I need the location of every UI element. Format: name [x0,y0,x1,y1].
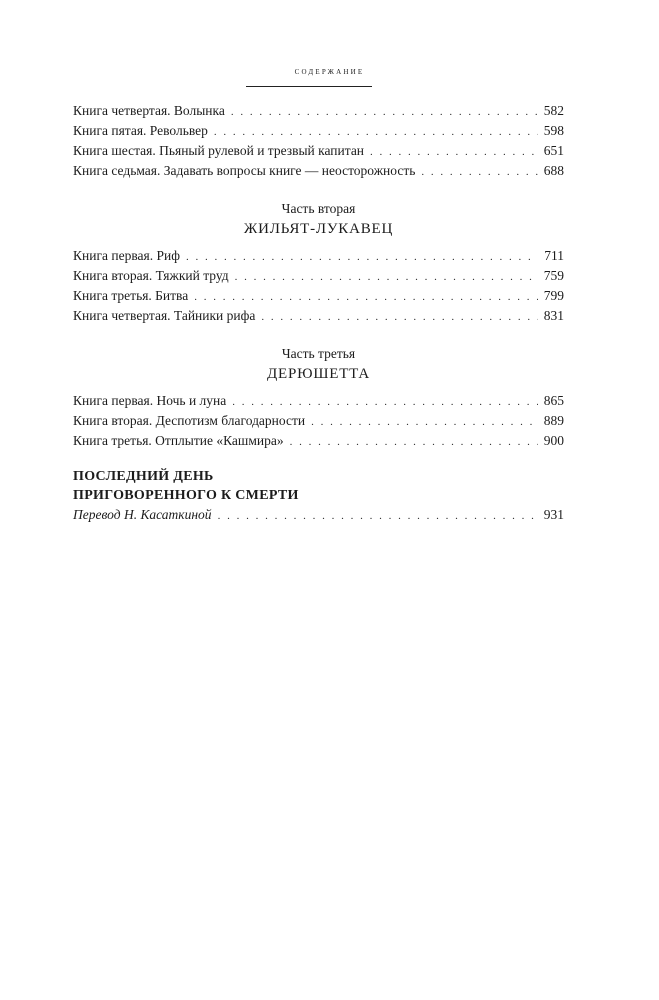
entry-page: 651 [543,143,564,158]
toc-entry-translator [73,505,564,525]
toc-entry [73,306,564,326]
part-label: Часть третья [281,346,356,361]
running-header: содержание [294,66,365,77]
dot-leader [218,506,538,526]
toc-entry [73,266,564,286]
part-three-heading [73,345,564,385]
entry-title: Книга вторая. Тяжкий труд [73,268,229,283]
dot-leader [186,247,538,267]
entry-page: 582 [543,103,564,118]
entry-title: Книга третья. Битва [73,288,189,303]
entry-title: Книга третья. Отплытие «Кашмира» [73,433,284,448]
entry-page: 865 [543,393,564,408]
entry-page: 900 [543,433,564,448]
part-two-heading [73,200,564,240]
part-label: Часть вторая [281,201,356,216]
toc-entry [73,161,564,181]
entry-page: 799 [543,288,564,303]
table-of-contents [73,101,564,525]
toc-entry [73,411,564,431]
dot-leader [311,412,538,432]
dot-leader [235,267,538,287]
dot-leader [421,162,537,182]
toc-entry [73,286,564,306]
entry-title: Книга пятая. Револьвер [73,123,208,138]
entry-title: Книга четвертая. Волынка [73,103,225,118]
dot-leader [231,102,538,122]
work-title [73,467,564,505]
dot-leader [370,142,538,162]
work-title-line: ПОСЛЕДНИЙ ДЕНЬ [73,469,214,484]
entry-page: 931 [543,507,564,522]
header-rule [246,86,372,87]
toc-entry [73,246,564,266]
entry-title: Книга четвертая. Тайники рифа [73,308,256,323]
entry-page: 711 [544,248,564,263]
entry-title: Книга шестая. Пьяный рулевой и трезвый капитан [73,143,365,158]
dot-leader [194,287,538,307]
entry-title: Книга вторая. Деспотизм благодарности [73,413,306,428]
part-title: ДЕРЮШЕТТА [266,366,371,382]
work-title-line: ПРИГОВОРЕННОГО К СМЕРТИ [73,488,299,503]
dot-leader [232,392,538,412]
entry-page: 688 [543,163,564,178]
entry-title: Книга первая. Ночь и луна [73,393,227,408]
entry-page: 759 [543,268,564,283]
entry-page: 598 [543,123,564,138]
entry-page: 831 [543,308,564,323]
entry-page: 889 [543,413,564,428]
toc-group-part-three [73,391,564,451]
toc-entry [73,141,564,161]
toc-entry [73,431,564,451]
toc-entry [73,121,564,141]
translator-credit: Перевод Н. Касаткиной [73,507,212,522]
toc-entry [73,101,564,121]
toc-group-part-two [73,246,564,326]
part-title: ЖИЛЬЯТ-ЛУКАВЕЦ [243,221,394,237]
entry-title: Книга первая. Риф [73,248,180,263]
dot-leader [214,122,538,142]
dot-leader [290,432,538,452]
toc-entry [73,391,564,411]
toc-group-continued [73,101,564,181]
dot-leader [261,307,537,327]
entry-title: Книга седьмая. Задавать вопросы книге — неосторожность [73,163,416,178]
